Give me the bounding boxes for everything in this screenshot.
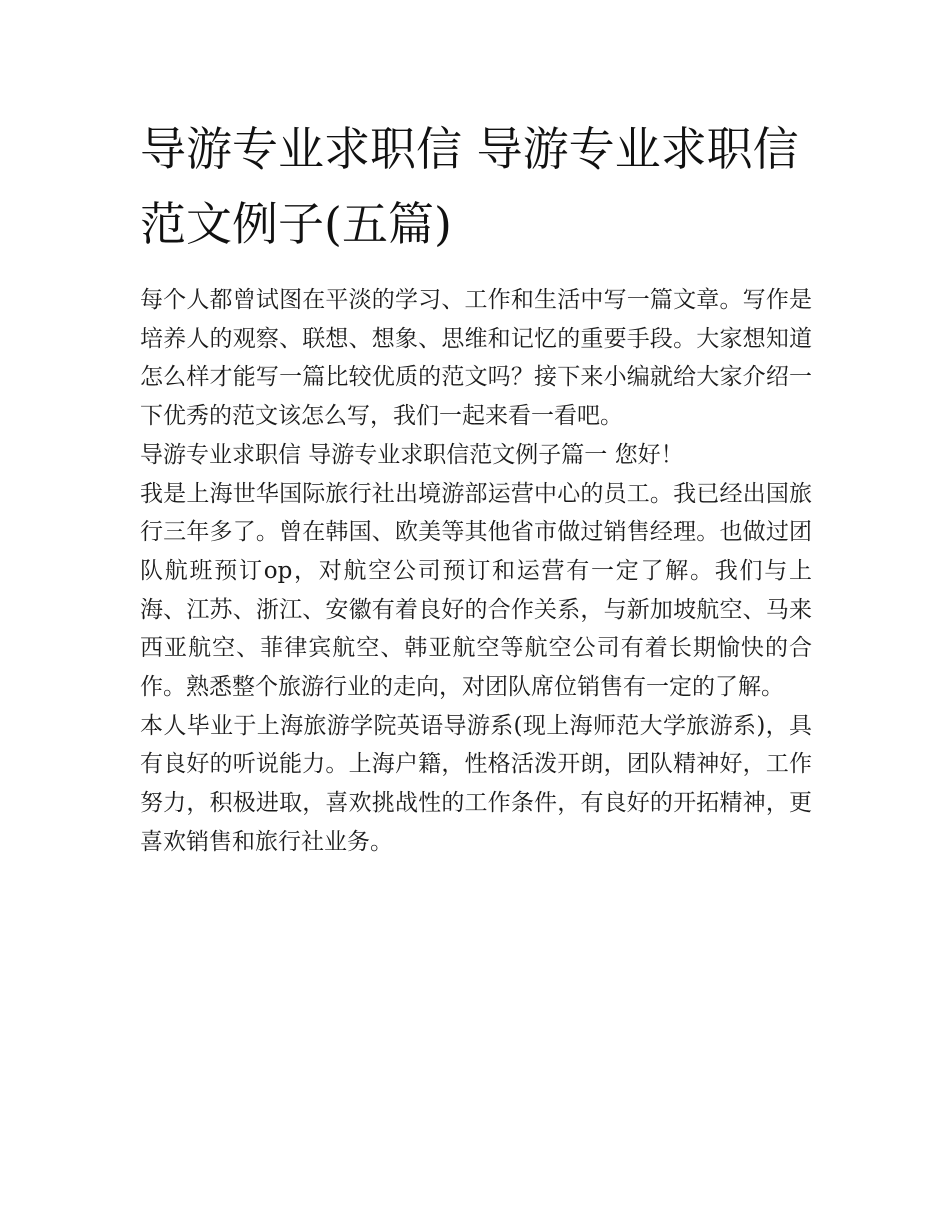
experience-paragraph: 我是上海世华国际旅行社出境游部运营中心的员工。我已经出国旅行三年多了。曾在韩国、欧美等其他省市做过销售经理。也做过团队航班预订op，对航空公司预订和运营有一定了解。我们与上海、江苏、浙江、安徽有着良好的合作关系，与新加坡航空、马来西亚航空、菲律宾航空、韩亚航空等航空公司有着长期愉快的合作。熟悉整个旅游行业的走向，对团队席位销售有一定的了解。 [140, 480, 812, 701]
document-content [140, 112, 812, 862]
document-title: 导游专业求职信 导游专业求职信范文例子(五篇) [140, 122, 799, 251]
intro-paragraph: 每个人都曾试图在平淡的学习、工作和生活中写一篇文章。写作是培养人的观察、联想、想象、思维和记忆的重要手段。大家想知道怎么样才能写一篇比较优质的范文吗？接下来小编就给大家介绍一下优秀的范文该怎么写，我们一起来看一看吧。 [140, 287, 812, 430]
document-body [140, 281, 812, 862]
section-heading-paragraph: 导游专业求职信 导游专业求职信范文例子篇一 您好！ [140, 441, 684, 468]
education-paragraph: 本人毕业于上海旅游学院英语导游系(现上海师范大学旅游系)，具有良好的听说能力。上海户籍，性格活泼开朗，团队精神好，工作努力，积极进取，喜欢挑战性的工作条件，有良好的开拓精神，更喜欢销售和旅行社业务。 [140, 712, 812, 855]
